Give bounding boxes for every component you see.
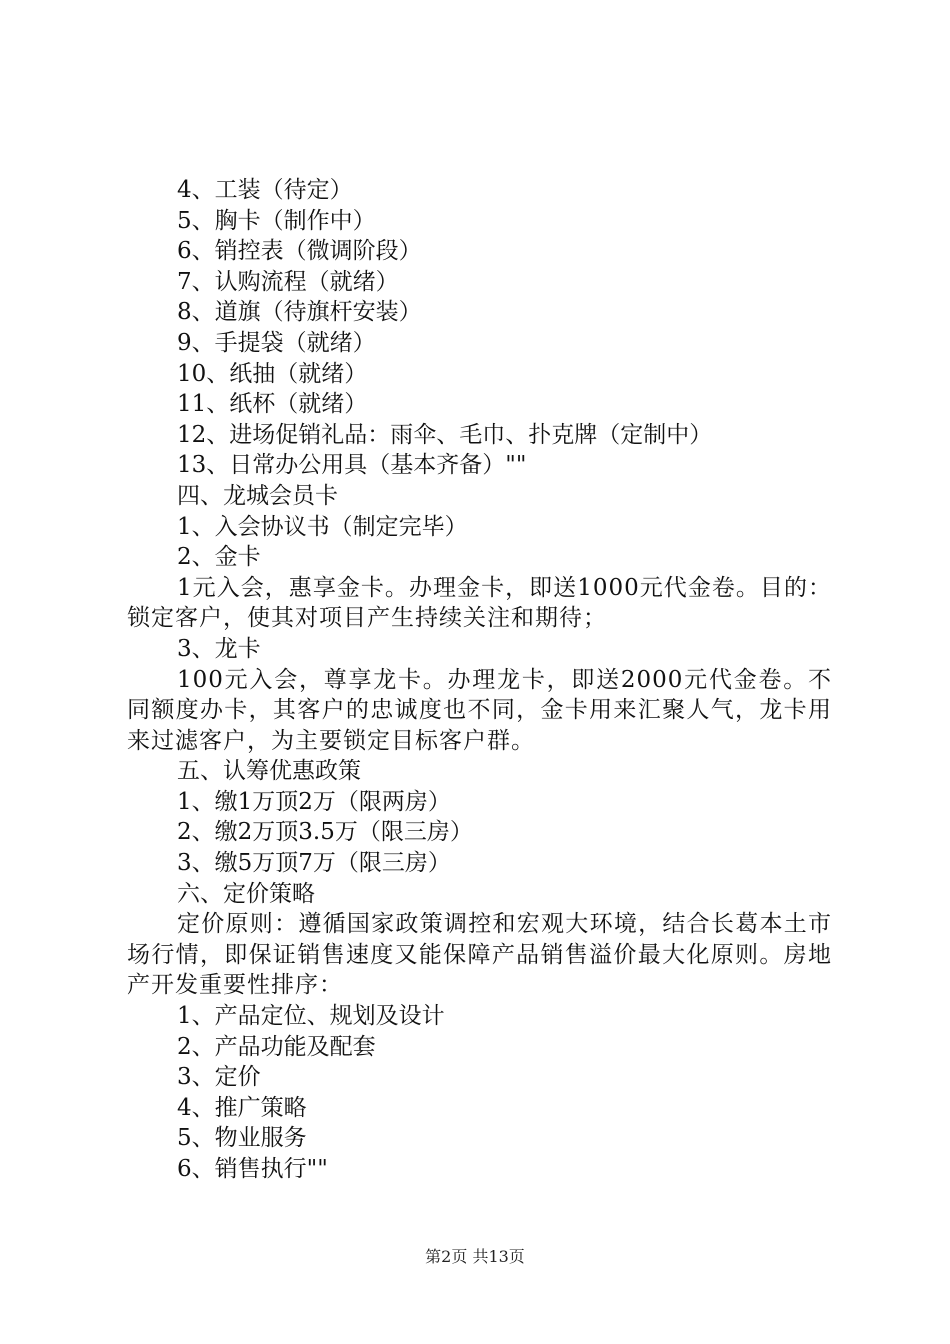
list-item: 8、道旗（待旗杆安装） xyxy=(177,299,422,326)
list-item: 5、胸卡（制作中） xyxy=(177,207,376,234)
list-item: 11、纸杯（就绪） xyxy=(177,391,368,418)
list-item: 2、金卡 xyxy=(177,544,261,571)
paragraph-pricing: 定价原则：遵循国家政策调控和宏观大环境，结合长葛本土市场行情，即保证销售速度又能保障产品销售溢价最大化原则。房地产开发重要性排序： xyxy=(127,911,832,999)
document-body xyxy=(127,175,832,1185)
paragraph-gold-card: 1元入会，惠享金卡。办理金卡，即送1000元代金卷。目的：锁定客户，使其对项目产生持续关注和期待； xyxy=(127,574,832,632)
list-item: 1、产品定位、规划及设计 xyxy=(177,1003,445,1030)
list-item: 1、入会协议书（制定完毕） xyxy=(177,513,468,540)
list-item: 3、缴5万顶7万（限三房） xyxy=(177,850,451,877)
list-item: 2、缴2万顶3.5万（限三房） xyxy=(177,819,473,846)
list-item: 6、销控表（微调阶段） xyxy=(177,238,422,265)
list-item: 3、龙卡 xyxy=(177,635,261,662)
list-item: 12、进场促销礼品：雨伞、毛巾、扑克牌（定制中） xyxy=(177,421,713,448)
list-item: 1、缴1万顶2万（限两房） xyxy=(177,788,451,815)
list-item: 2、产品功能及配套 xyxy=(177,1033,376,1060)
list-item: 7、认购流程（就绪） xyxy=(177,268,399,295)
list-item: 3、定价 xyxy=(177,1064,261,1091)
list-item: 5、物业服务 xyxy=(177,1125,307,1152)
section-heading: 六、定价策略 xyxy=(177,880,315,907)
list-item: 4、工装（待定） xyxy=(177,177,353,203)
paragraph-dragon-card: 100元入会，尊享龙卡。办理龙卡，即送2000元代金卷。不同额度办卡，其客户的忠诚度也不同，金卡用来汇聚人气，龙卡用来过滤客户，为主要锁定目标客户群。 xyxy=(127,666,832,754)
list-item: 10、纸抽（就绪） xyxy=(177,360,368,387)
list-item: 9、手提袋（就绪） xyxy=(177,329,376,356)
list-item: 4、推广策略 xyxy=(177,1094,307,1121)
section-heading: 四、龙城会员卡 xyxy=(177,482,338,509)
list-item: 13、日常办公用具（基本齐备）"" xyxy=(177,452,527,479)
list-item: 6、销售执行"" xyxy=(177,1156,328,1182)
page-indicator: 第2页 共13页 xyxy=(425,1247,525,1266)
section-heading: 五、认筹优惠政策 xyxy=(177,758,361,785)
